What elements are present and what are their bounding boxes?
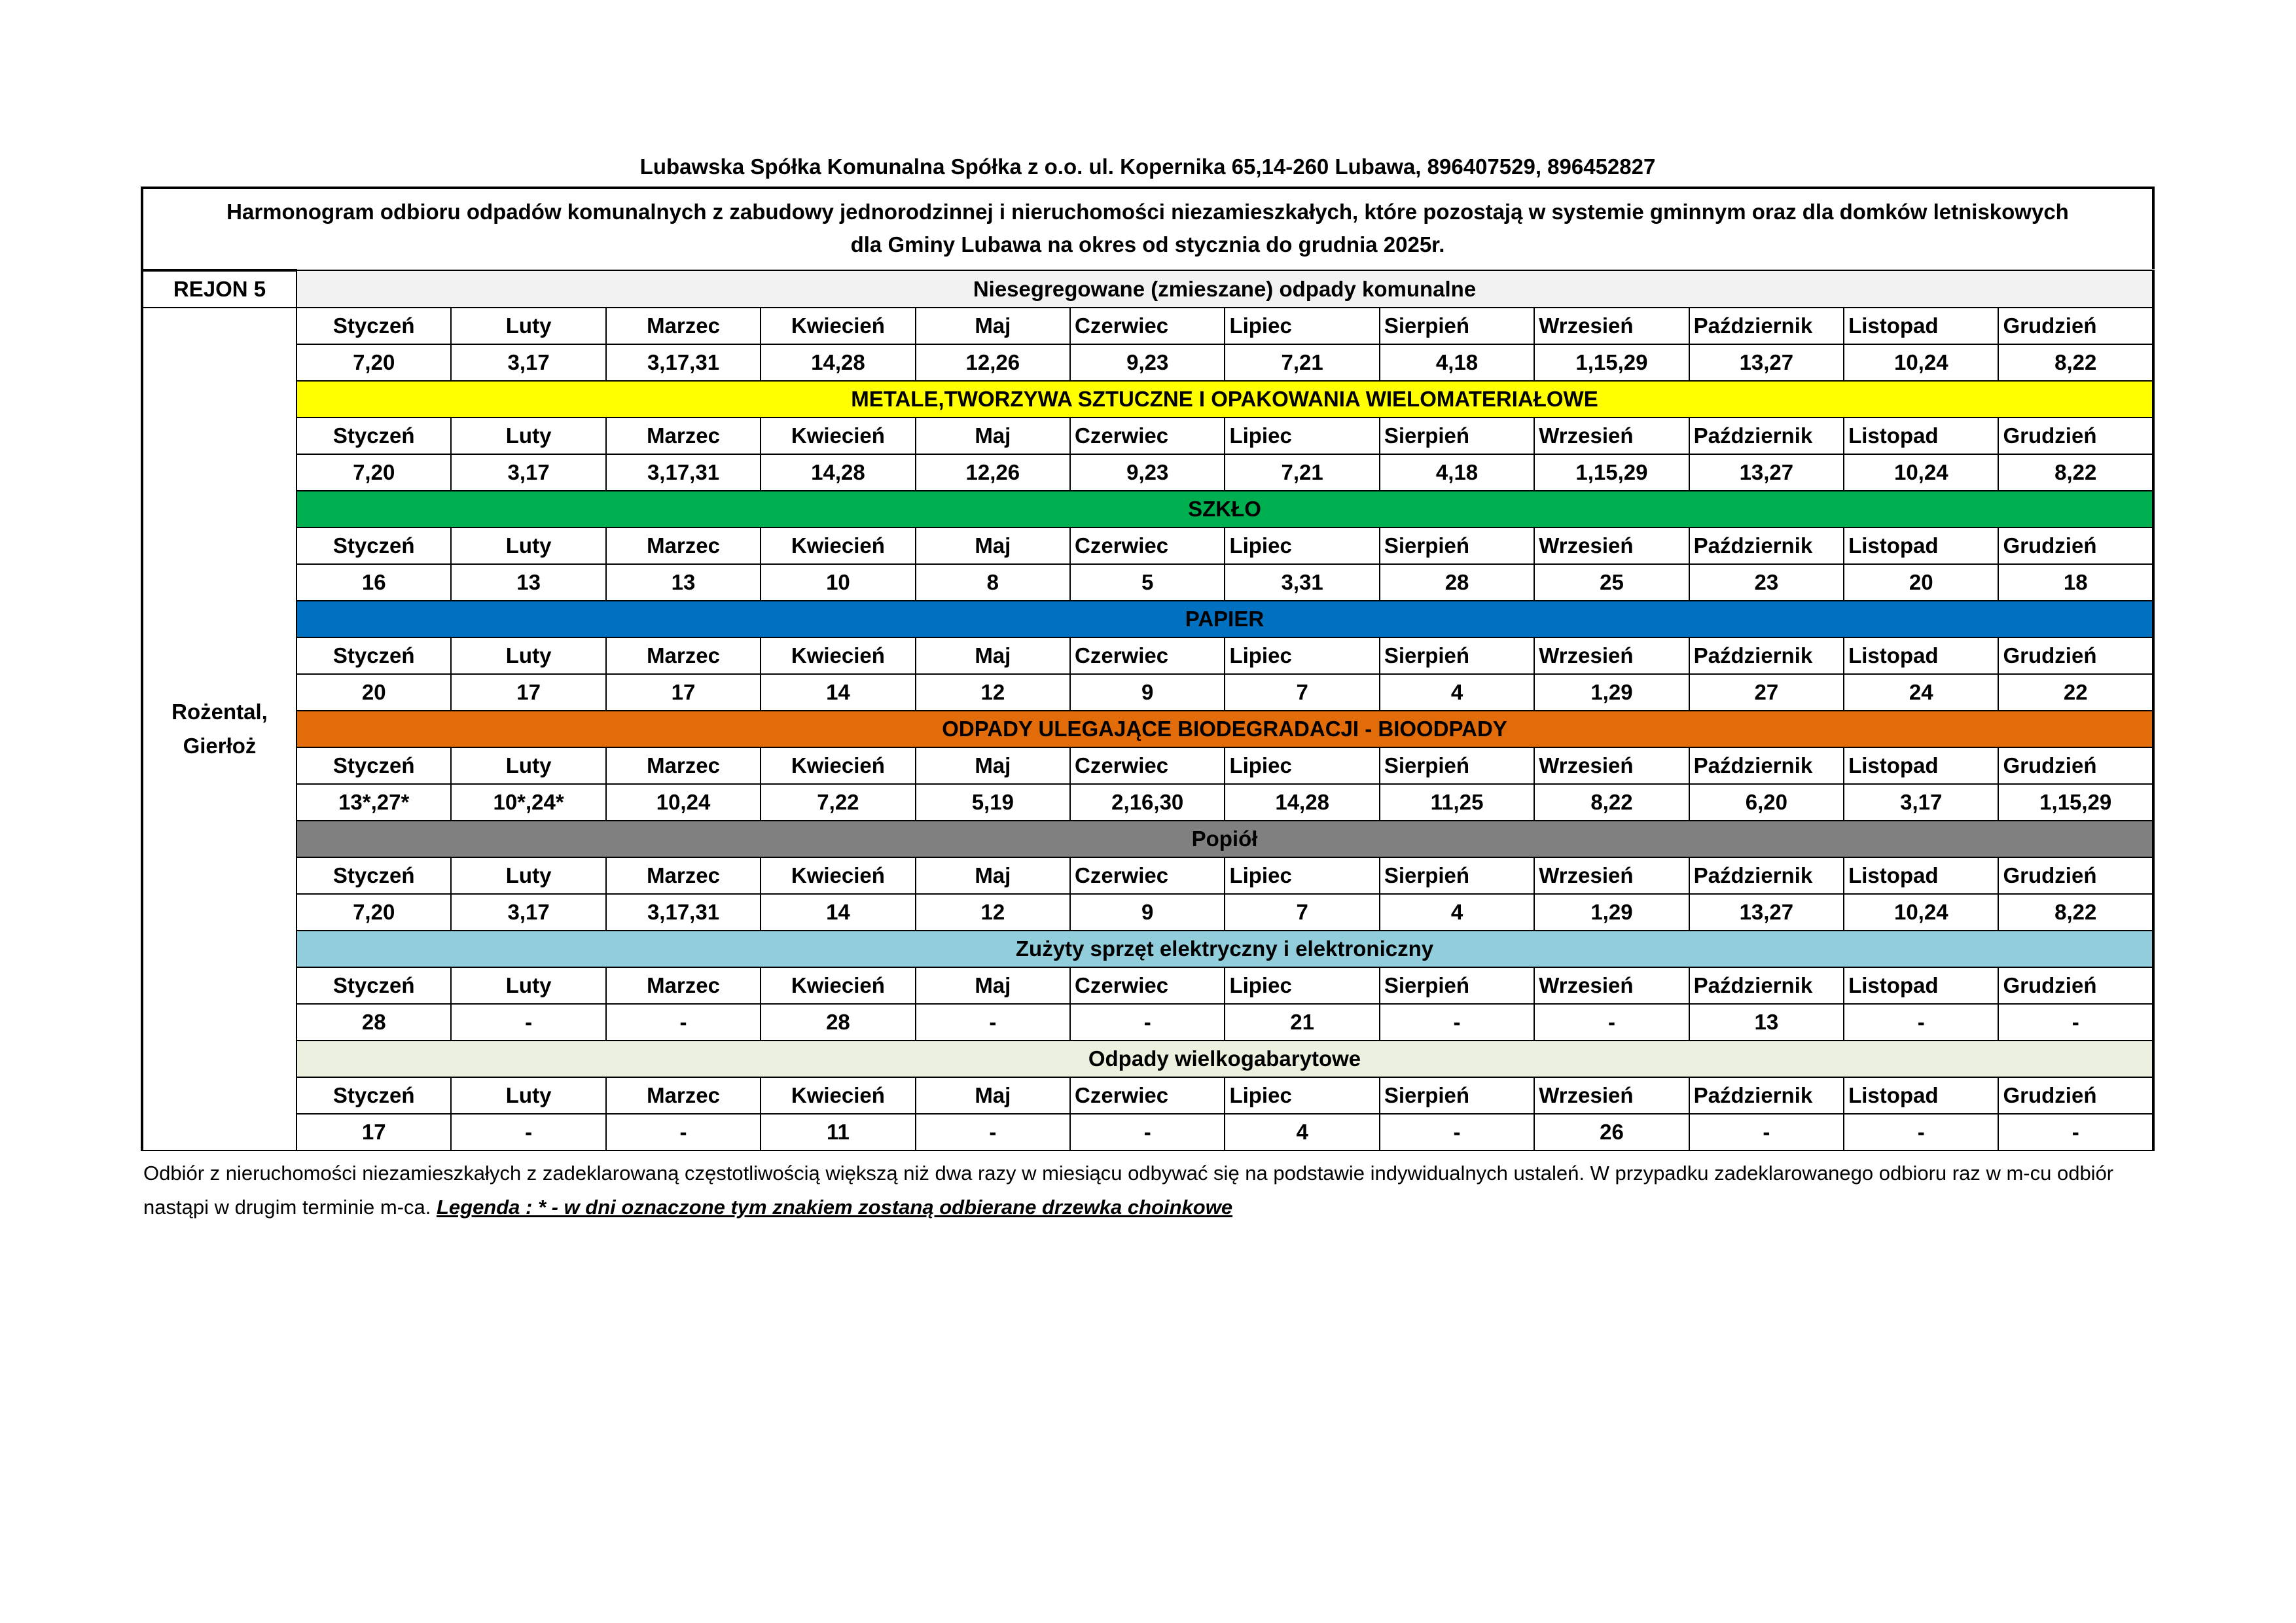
months-row	[142, 418, 2153, 454]
month-header: Marzec	[606, 418, 761, 454]
collection-dates: 27	[1689, 674, 1844, 711]
month-header: Marzec	[606, 1077, 761, 1114]
collection-dates: 20	[296, 674, 451, 711]
section-title: Niesegregowane (zmieszane) odpady komunalne	[296, 270, 2153, 308]
month-header: Grudzień	[1998, 1077, 2153, 1114]
collection-dates: 3,17	[1844, 784, 1998, 821]
month-header: Październik	[1689, 967, 1844, 1004]
month-header: Sierpień	[1380, 637, 1534, 674]
dates-row	[142, 894, 2153, 931]
months-row	[142, 637, 2153, 674]
collection-dates: 3,17	[451, 894, 605, 931]
month-header: Lipiec	[1225, 637, 1379, 674]
month-header: Luty	[451, 637, 605, 674]
schedule-title-line-2: dla Gminy Lubawa na okres od stycznia do grudnia 2025r.	[850, 232, 1445, 257]
collection-dates: 13*,27*	[296, 784, 451, 821]
month-header: Luty	[451, 967, 605, 1004]
collection-dates: 17	[606, 674, 761, 711]
month-header: Październik	[1689, 857, 1844, 894]
collection-dates: 2,16,30	[1070, 784, 1225, 821]
collection-dates: 11,25	[1380, 784, 1534, 821]
section-title-row	[142, 931, 2153, 967]
collection-dates: -	[1380, 1004, 1534, 1041]
month-header: Grudzień	[1998, 747, 2153, 784]
collection-dates: 1,15,29	[1998, 784, 2153, 821]
month-header: Luty	[451, 747, 605, 784]
collection-dates: -	[1070, 1004, 1225, 1041]
collection-dates: -	[1844, 1114, 1998, 1150]
collection-dates: 7,20	[296, 344, 451, 381]
month-header: Styczeń	[296, 527, 451, 564]
collection-dates: 10,24	[606, 784, 761, 821]
month-header: Listopad	[1844, 857, 1998, 894]
collection-dates: -	[1998, 1114, 2153, 1150]
collection-dates: 12	[916, 894, 1070, 931]
month-header: Styczeń	[296, 857, 451, 894]
month-header: Maj	[916, 308, 1070, 344]
collection-dates: 4,18	[1380, 344, 1534, 381]
months-row	[142, 1077, 2153, 1114]
month-header: Listopad	[1844, 747, 1998, 784]
month-header: Czerwiec	[1070, 308, 1225, 344]
region-name	[142, 308, 296, 1150]
collection-dates: 4,18	[1380, 454, 1534, 491]
month-header: Wrzesień	[1534, 1077, 1689, 1114]
month-header: Kwiecień	[761, 1077, 915, 1114]
month-header: Wrzesień	[1534, 418, 1689, 454]
month-header: Listopad	[1844, 637, 1998, 674]
collection-dates: 18	[1998, 564, 2153, 601]
section-title: METALE,TWORZYWA SZTUCZNE I OPAKOWANIA WIELOMATERIAŁOWE	[296, 381, 2153, 418]
month-header: Czerwiec	[1070, 967, 1225, 1004]
month-header: Sierpień	[1380, 1077, 1534, 1114]
collection-dates: -	[916, 1114, 1070, 1150]
month-header: Kwiecień	[761, 857, 915, 894]
collection-dates: -	[606, 1114, 761, 1150]
collection-dates: 14	[761, 894, 915, 931]
month-header: Listopad	[1844, 527, 1998, 564]
collection-dates: 5,19	[916, 784, 1070, 821]
collection-dates: 14	[761, 674, 915, 711]
collection-dates: 13	[1689, 1004, 1844, 1041]
month-header: Sierpień	[1380, 418, 1534, 454]
month-header: Marzec	[606, 747, 761, 784]
collection-dates: 28	[761, 1004, 915, 1041]
collection-dates: 3,17,31	[606, 344, 761, 381]
month-header: Marzec	[606, 857, 761, 894]
section-title-row	[142, 711, 2153, 747]
month-header: Czerwiec	[1070, 1077, 1225, 1114]
collection-dates: 13	[451, 564, 605, 601]
section-title: ODPADY ULEGAJĄCE BIODEGRADACJI - BIOODPADY	[296, 711, 2153, 747]
month-header: Listopad	[1844, 967, 1998, 1004]
collection-dates: 22	[1998, 674, 2153, 711]
month-header: Sierpień	[1380, 967, 1534, 1004]
month-header: Październik	[1689, 1077, 1844, 1114]
collection-dates: 14,28	[761, 344, 915, 381]
collection-dates: 3,17	[451, 454, 605, 491]
collection-dates: 1,29	[1534, 894, 1689, 931]
month-header: Lipiec	[1225, 527, 1379, 564]
month-header: Marzec	[606, 308, 761, 344]
collection-dates: 8	[916, 564, 1070, 601]
collection-dates: 12,26	[916, 344, 1070, 381]
collection-dates: 11	[761, 1114, 915, 1150]
month-header: Wrzesień	[1534, 308, 1689, 344]
month-header: Grudzień	[1998, 967, 2153, 1004]
collection-dates: 7	[1225, 894, 1379, 931]
month-header: Październik	[1689, 418, 1844, 454]
dates-row	[142, 784, 2153, 821]
dates-row	[142, 674, 2153, 711]
collection-dates: 8,22	[1534, 784, 1689, 821]
month-header: Grudzień	[1998, 418, 2153, 454]
collection-dates: 13,27	[1689, 344, 1844, 381]
collection-dates: 1,15,29	[1534, 454, 1689, 491]
collection-dates: 3,17,31	[606, 894, 761, 931]
month-header: Październik	[1689, 747, 1844, 784]
month-header: Lipiec	[1225, 308, 1379, 344]
region-name-line-2: Gierłoż	[183, 734, 257, 758]
month-header: Grudzień	[1998, 308, 2153, 344]
footnote	[141, 1156, 2157, 1224]
month-header: Maj	[916, 418, 1070, 454]
months-row	[142, 747, 2153, 784]
month-header: Marzec	[606, 527, 761, 564]
collection-dates: 4	[1380, 894, 1534, 931]
collection-dates: 1,29	[1534, 674, 1689, 711]
collection-dates: 7,20	[296, 894, 451, 931]
collection-dates: 10,24	[1844, 894, 1998, 931]
section-title-row	[142, 1041, 2153, 1077]
dates-row	[142, 1004, 2153, 1041]
collection-dates: 8,22	[1998, 454, 2153, 491]
month-header: Maj	[916, 1077, 1070, 1114]
schedule-table	[141, 269, 2155, 1151]
collection-dates: 9	[1070, 674, 1225, 711]
collection-dates: 10	[761, 564, 915, 601]
collection-dates: 28	[1380, 564, 1534, 601]
month-header: Maj	[916, 967, 1070, 1004]
months-row	[142, 527, 2153, 564]
month-header: Czerwiec	[1070, 637, 1225, 674]
month-header: Grudzień	[1998, 857, 2153, 894]
schedule-document	[141, 147, 2155, 1224]
month-header: Styczeń	[296, 1077, 451, 1114]
months-row	[142, 308, 2153, 344]
schedule-title-line-1: Harmonogram odbioru odpadów komunalnych z zabudowy jednorodzinnej i nieruchomości niezamieszkałych, które pozostają w systemie gminnym oraz dla domków letniskowych	[226, 200, 2069, 224]
collection-dates: 14,28	[1225, 784, 1379, 821]
month-header: Styczeń	[296, 637, 451, 674]
collection-dates: 6,20	[1689, 784, 1844, 821]
collection-dates: 17	[296, 1114, 451, 1150]
month-header: Styczeń	[296, 967, 451, 1004]
month-header: Wrzesień	[1534, 637, 1689, 674]
month-header: Październik	[1689, 527, 1844, 564]
month-header: Czerwiec	[1070, 857, 1225, 894]
month-header: Grudzień	[1998, 637, 2153, 674]
month-header: Styczeń	[296, 308, 451, 344]
month-header: Styczeń	[296, 747, 451, 784]
collection-dates: 7	[1225, 674, 1379, 711]
month-header: Luty	[451, 857, 605, 894]
month-header: Sierpień	[1380, 527, 1534, 564]
collection-dates: 14,28	[761, 454, 915, 491]
month-header: Luty	[451, 527, 605, 564]
month-header: Lipiec	[1225, 1077, 1379, 1114]
month-header: Czerwiec	[1070, 747, 1225, 784]
collection-dates: 7,21	[1225, 454, 1379, 491]
collection-dates: 7,21	[1225, 344, 1379, 381]
month-header: Luty	[451, 418, 605, 454]
collection-dates: 9,23	[1070, 344, 1225, 381]
section-title-row	[142, 270, 2153, 308]
month-header: Wrzesień	[1534, 857, 1689, 894]
months-row	[142, 967, 2153, 1004]
collection-dates: 13	[606, 564, 761, 601]
collection-dates: 10,24	[1844, 454, 1998, 491]
months-row	[142, 857, 2153, 894]
month-header: Maj	[916, 747, 1070, 784]
collection-dates: 23	[1689, 564, 1844, 601]
collection-dates: 7,22	[761, 784, 915, 821]
collection-dates: 3,17	[451, 344, 605, 381]
collection-dates: -	[916, 1004, 1070, 1041]
collection-dates: 9,23	[1070, 454, 1225, 491]
region-name-line-1: Rożental,	[171, 700, 268, 724]
collection-dates: 17	[451, 674, 605, 711]
collection-dates: 16	[296, 564, 451, 601]
month-header: Grudzień	[1998, 527, 2153, 564]
section-title-row	[142, 601, 2153, 637]
company-header: Lubawska Spółka Komunalna Spółka z o.o. ul. Kopernika 65,14-260 Lubawa, 896407529, 896452827	[639, 154, 1656, 179]
month-header: Kwiecień	[761, 747, 915, 784]
month-header: Czerwiec	[1070, 418, 1225, 454]
dates-row	[142, 564, 2153, 601]
collection-dates: 3,31	[1225, 564, 1379, 601]
collection-dates: 10,24	[1844, 344, 1998, 381]
month-header: Wrzesień	[1534, 967, 1689, 1004]
month-header: Maj	[916, 857, 1070, 894]
month-header: Wrzesień	[1534, 747, 1689, 784]
section-title: PAPIER	[296, 601, 2153, 637]
dates-row	[142, 454, 2153, 491]
collection-dates: 7,20	[296, 454, 451, 491]
month-header: Lipiec	[1225, 857, 1379, 894]
month-header: Sierpień	[1380, 857, 1534, 894]
section-title: Zużyty sprzęt elektryczny i elektroniczny	[296, 931, 2153, 967]
dates-row	[142, 344, 2153, 381]
schedule-body	[142, 270, 2153, 1150]
month-header: Listopad	[1844, 308, 1998, 344]
month-header: Sierpień	[1380, 308, 1534, 344]
collection-dates: 28	[296, 1004, 451, 1041]
collection-dates: 13,27	[1689, 454, 1844, 491]
collection-dates: 10*,24*	[451, 784, 605, 821]
collection-dates: 24	[1844, 674, 1998, 711]
collection-dates: 26	[1534, 1114, 1689, 1150]
collection-dates: 8,22	[1998, 344, 2153, 381]
collection-dates: -	[1534, 1004, 1689, 1041]
section-title-row	[142, 821, 2153, 857]
collection-dates: 5	[1070, 564, 1225, 601]
section-title: Odpady wielkogabarytowe	[296, 1041, 2153, 1077]
legend-text: Legenda : * - w dni oznaczone tym znakiem zostaną odbierane drzewka choinkowe	[436, 1196, 1233, 1219]
collection-dates: 4	[1380, 674, 1534, 711]
collection-dates: -	[451, 1114, 605, 1150]
month-header: Luty	[451, 308, 605, 344]
collection-dates: 12	[916, 674, 1070, 711]
collection-dates: -	[1689, 1114, 1844, 1150]
month-header: Maj	[916, 637, 1070, 674]
month-header: Kwiecień	[761, 967, 915, 1004]
section-title: Popiół	[296, 821, 2153, 857]
collection-dates: -	[1844, 1004, 1998, 1041]
month-header: Kwiecień	[761, 418, 915, 454]
collection-dates: 21	[1225, 1004, 1379, 1041]
month-header: Kwiecień	[761, 308, 915, 344]
collection-dates: -	[451, 1004, 605, 1041]
month-header: Lipiec	[1225, 418, 1379, 454]
month-header: Październik	[1689, 308, 1844, 344]
month-header: Marzec	[606, 967, 761, 1004]
month-header: Lipiec	[1225, 967, 1379, 1004]
month-header: Listopad	[1844, 1077, 1998, 1114]
schedule-title	[141, 187, 2155, 269]
region-label: REJON 5	[142, 270, 296, 308]
collection-dates: 25	[1534, 564, 1689, 601]
section-title-row	[142, 381, 2153, 418]
collection-dates: -	[1380, 1114, 1534, 1150]
section-title-row	[142, 491, 2153, 527]
collection-dates: 4	[1225, 1114, 1379, 1150]
month-header: Luty	[451, 1077, 605, 1114]
month-header: Kwiecień	[761, 637, 915, 674]
month-header: Czerwiec	[1070, 527, 1225, 564]
collection-dates: 8,22	[1998, 894, 2153, 931]
collection-dates: 12,26	[916, 454, 1070, 491]
collection-dates: 9	[1070, 894, 1225, 931]
collection-dates: 1,15,29	[1534, 344, 1689, 381]
collection-dates: -	[1998, 1004, 2153, 1041]
month-header: Marzec	[606, 637, 761, 674]
section-title: SZKŁO	[296, 491, 2153, 527]
month-header: Styczeń	[296, 418, 451, 454]
collection-dates: 20	[1844, 564, 1998, 601]
collection-dates: -	[606, 1004, 761, 1041]
month-header: Wrzesień	[1534, 527, 1689, 564]
collection-dates: -	[1070, 1114, 1225, 1150]
dates-row	[142, 1114, 2153, 1150]
month-header: Listopad	[1844, 418, 1998, 454]
month-header: Kwiecień	[761, 527, 915, 564]
month-header: Październik	[1689, 637, 1844, 674]
collection-dates: 13,27	[1689, 894, 1844, 931]
month-header: Lipiec	[1225, 747, 1379, 784]
collection-dates: 3,17,31	[606, 454, 761, 491]
month-header: Maj	[916, 527, 1070, 564]
month-header: Sierpień	[1380, 747, 1534, 784]
footnote-text: Odbiór z nieruchomości niezamieszkałych z zadeklarowaną częstotliwością większą niż dwa razy w miesiącu odbywać się na podstawie indywidualnych ustaleń. W przypadku zadeklarowanego odbioru raz w m-cu odbiór nastąpi w drugim terminie m-ca.	[143, 1162, 2114, 1219]
